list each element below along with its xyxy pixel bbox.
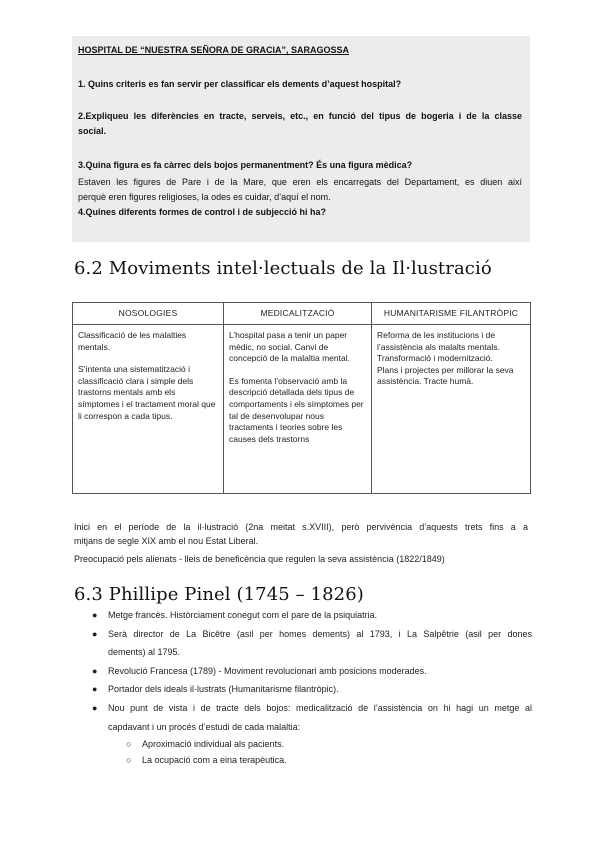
cell-nosologies (73, 325, 224, 494)
table-header-row (73, 303, 531, 325)
sub-list-item: ○ Aproximació individual als pacients. (108, 736, 532, 752)
list-item: ● Serà director de La Bicêtre (asil per homes dements) al 1793, i La Salpêtrie (asil per dones (92, 625, 532, 644)
paragraph-1-line-2: mitjans de segle XIX amb el nou Estat Liberal. (74, 536, 259, 546)
list-item-continuation: dements) al 1795. (108, 647, 181, 658)
header-humanitarisme: HUMANITARISME FILANTRÒPIC (372, 303, 531, 325)
question-2-line-1: 2.Expliqueu les diferències en tracte, serveis, etc., en funció del tipus de bogeria i de la classe (78, 111, 522, 121)
cell-text: Reforma de les institucions i de l’assistència als malalts mentals. (377, 330, 500, 352)
hospital-title: HOSPITAL DE “NUESTRA SEÑORA DE GRACIA”, SARAGOSSA (78, 45, 350, 55)
cell-medicalitzacio (224, 325, 372, 494)
cell-text: L’hospital pasa a tenir un paper mèdic, no social. Canvi de concepció de la malaltia mental. (229, 330, 350, 364)
answer-3-line-2: perquè eren figures religioses, la odes es cuidar, d’aquí el nom. (78, 192, 331, 202)
question-3: 3.Quina figura es fa càrrec dels bojos permanentment? És una figura mèdica? (78, 160, 413, 170)
cell-text: Transformació i modernització. (377, 353, 493, 364)
cell-text: S’intenta una sistematització i classificació clara i simple dels trastorns mentals amb els símptomes i el tractament moral que li correspon a cada tipus. (78, 364, 216, 421)
circle-bullet-icon: ○ (126, 739, 132, 750)
header-nosologies: NOSOLOGIES (73, 303, 224, 325)
answer-3-line-1: Estaven les figures de Pare i de la Mare, que eren els encarregats del Departament, es diuen així (78, 177, 522, 187)
bullet-icon: ● (92, 684, 98, 695)
cell-text: Plans i projectes per millorar la seva assistència. Tracte humà. (377, 364, 514, 387)
list-item-continuation: capdavant i un procés d’estudi de cada malaltia: ○ Aproximació individual als pacients. ○ La ocupació com a eina terapèutica. (92, 718, 532, 769)
movements-table (72, 302, 531, 494)
bullet-icon: ● (92, 702, 98, 713)
section-6-2-heading: 6.2 Moviments intel·lectuals de la Il·lustració (74, 258, 492, 279)
header-medicalitzacio: MEDICALITZACIÓ (224, 303, 372, 325)
cell-humanitarisme (372, 325, 531, 494)
circle-bullet-icon: ○ (126, 755, 132, 766)
section-6-3-heading: 6.3 Phillipe Pinel (1745 – 1826) (74, 584, 364, 605)
question-1: 1. Quins criteris es fan servir per classificar els dements d’aquest hospital? (78, 79, 402, 89)
paragraph-1-line-1: Inici en el període de la il·lustració (2na meitat s.XVIII), però pervivència d’aquests trets fins a a (74, 522, 528, 532)
question-4: 4.Quines diferents formes de control i de subjecció hi ha? (78, 207, 327, 217)
question-2-line-2: social. (78, 126, 107, 136)
list-item: ● Portador dels ideals il·lustrats (Humanitarisme filantròpic). (92, 680, 532, 699)
table-row (73, 325, 531, 494)
sub-list-item: ○ La ocupació com a eina terapèutica. (108, 752, 532, 768)
list-item: ● Nou punt de vista i de tracte dels bojos: medicalització de l’assistència on hi hagi un metge al (92, 699, 532, 718)
cell-text: Classificació de les malalties mentals. (78, 330, 187, 352)
cell-text: Es fomenta l’observació amb la descripció detallada dels tipus de comportaments i els símptomes per tal de desenvolupar nous tractaments i teories sobre les causes dels trastorns (229, 375, 364, 444)
list-item: ● Revolució Francesa (1789) - Moviment revolucionari amb posicions moderades. (92, 662, 532, 681)
pinel-bullet-list (92, 606, 532, 768)
list-item: ● Metge francès. Històrciament conegut com el pare de la psiquiatria. (92, 606, 532, 625)
sub-list (108, 736, 532, 768)
bullet-icon: ● (92, 665, 98, 676)
bullet-icon: ● (92, 628, 98, 639)
paragraph-2: Preocupació pels alienats - lleis de beneficència que regulen la seva assistència (1822/1849) (74, 554, 445, 564)
bullet-icon: ● (92, 610, 98, 620)
